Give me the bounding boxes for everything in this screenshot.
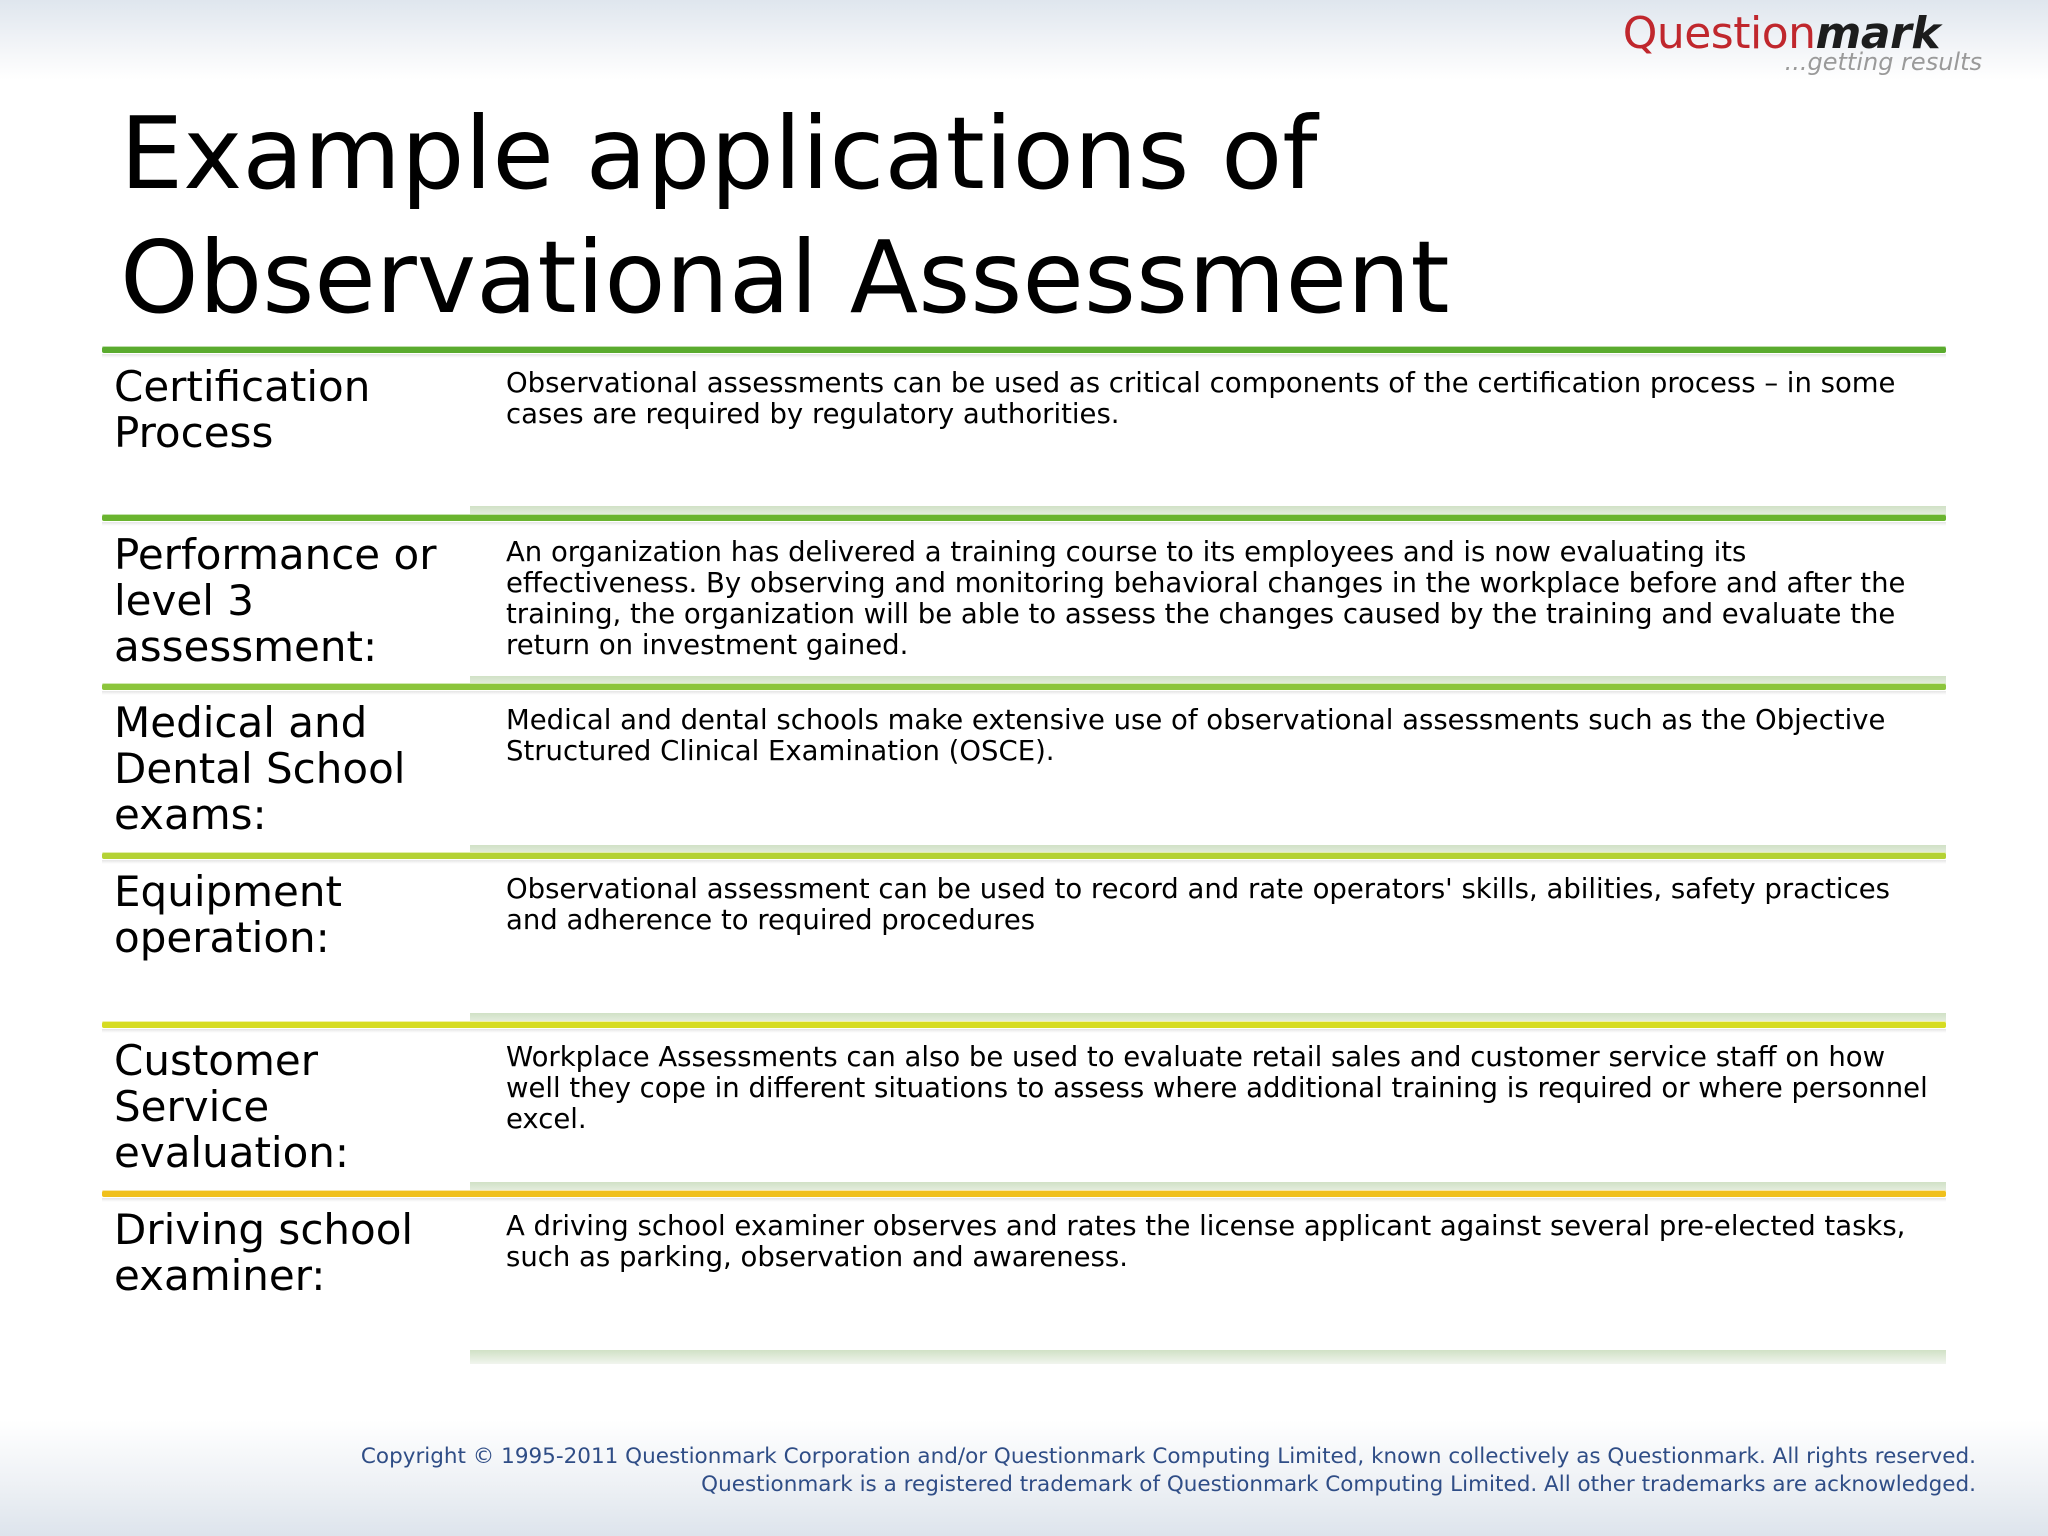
page-title: Example applications of Observational Assessment — [120, 95, 1450, 336]
row-description-3: Medical and dental schools make extensive use of observational assessments such as the Objective Structured Clinical Examination (OSCE). — [506, 704, 1886, 767]
row-label-5: Customer Service evaluation: — [114, 1036, 350, 1177]
row-label-3: Medical and Dental School exams: — [114, 698, 406, 839]
copyright-line-2: Questionmark is a registered trademark of Questionmark Computing Limited. All other trademarks are acknowledged. — [701, 1472, 1976, 1497]
copyright-line-1: Copyright © 1995-2011 Questionmark Corporation and/or Questionmark Computing Limited, known collectively as Questionmark. All rights reserved. — [360, 1444, 1976, 1469]
row-divider-5 — [102, 1021, 1946, 1028]
questionmark-logo — [1622, 6, 2000, 76]
row-label-6: Driving school examiner: — [114, 1205, 414, 1300]
row-description-4: Observational assessment can be used to record and rate operators' skills, abilities, safety practices and adherence to required procedures — [506, 873, 1890, 936]
logo-brand-part2: mark — [1815, 8, 1940, 59]
row-description-2: An organization has delivered a training course to its employees and is now evaluating its effectiveness. By observing and monitoring behavioral changes in the workplace before and after the training, the organization will be able to assess the changes caused by the training and evaluate the return on investment gained. — [506, 536, 1906, 661]
row-separator-6 — [470, 1350, 1946, 1364]
row-description-5: Workplace Assessments can also be used to evaluate retail sales and customer service staff on how well they cope in different situations to assess where additional training is required or where personnel excel. — [506, 1041, 1928, 1135]
row-divider-4 — [102, 852, 1946, 859]
row-description-6: A driving school examiner observes and rates the license applicant against several pre-elected tasks, such as parking, observation and awareness. — [506, 1210, 1906, 1273]
row-description-1: Observational assessments can be used as critical components of the certification process – in some cases are required by regulatory authorities. — [506, 367, 1896, 430]
row-label-4: Equipment operation: — [114, 867, 342, 962]
row-label-2: Performance or level 3 assessment: — [114, 530, 437, 671]
copyright-notice — [276, 1443, 1976, 1499]
row-divider-2 — [102, 514, 1946, 521]
row-label-1: Certification Process — [114, 362, 371, 457]
row-divider-1 — [102, 346, 1946, 353]
logo-brand-part1: Question — [1622, 8, 1816, 59]
logo-tagline: ...getting results — [1784, 48, 1982, 76]
row-divider-3 — [102, 683, 1946, 690]
row-divider-6 — [102, 1190, 1946, 1197]
